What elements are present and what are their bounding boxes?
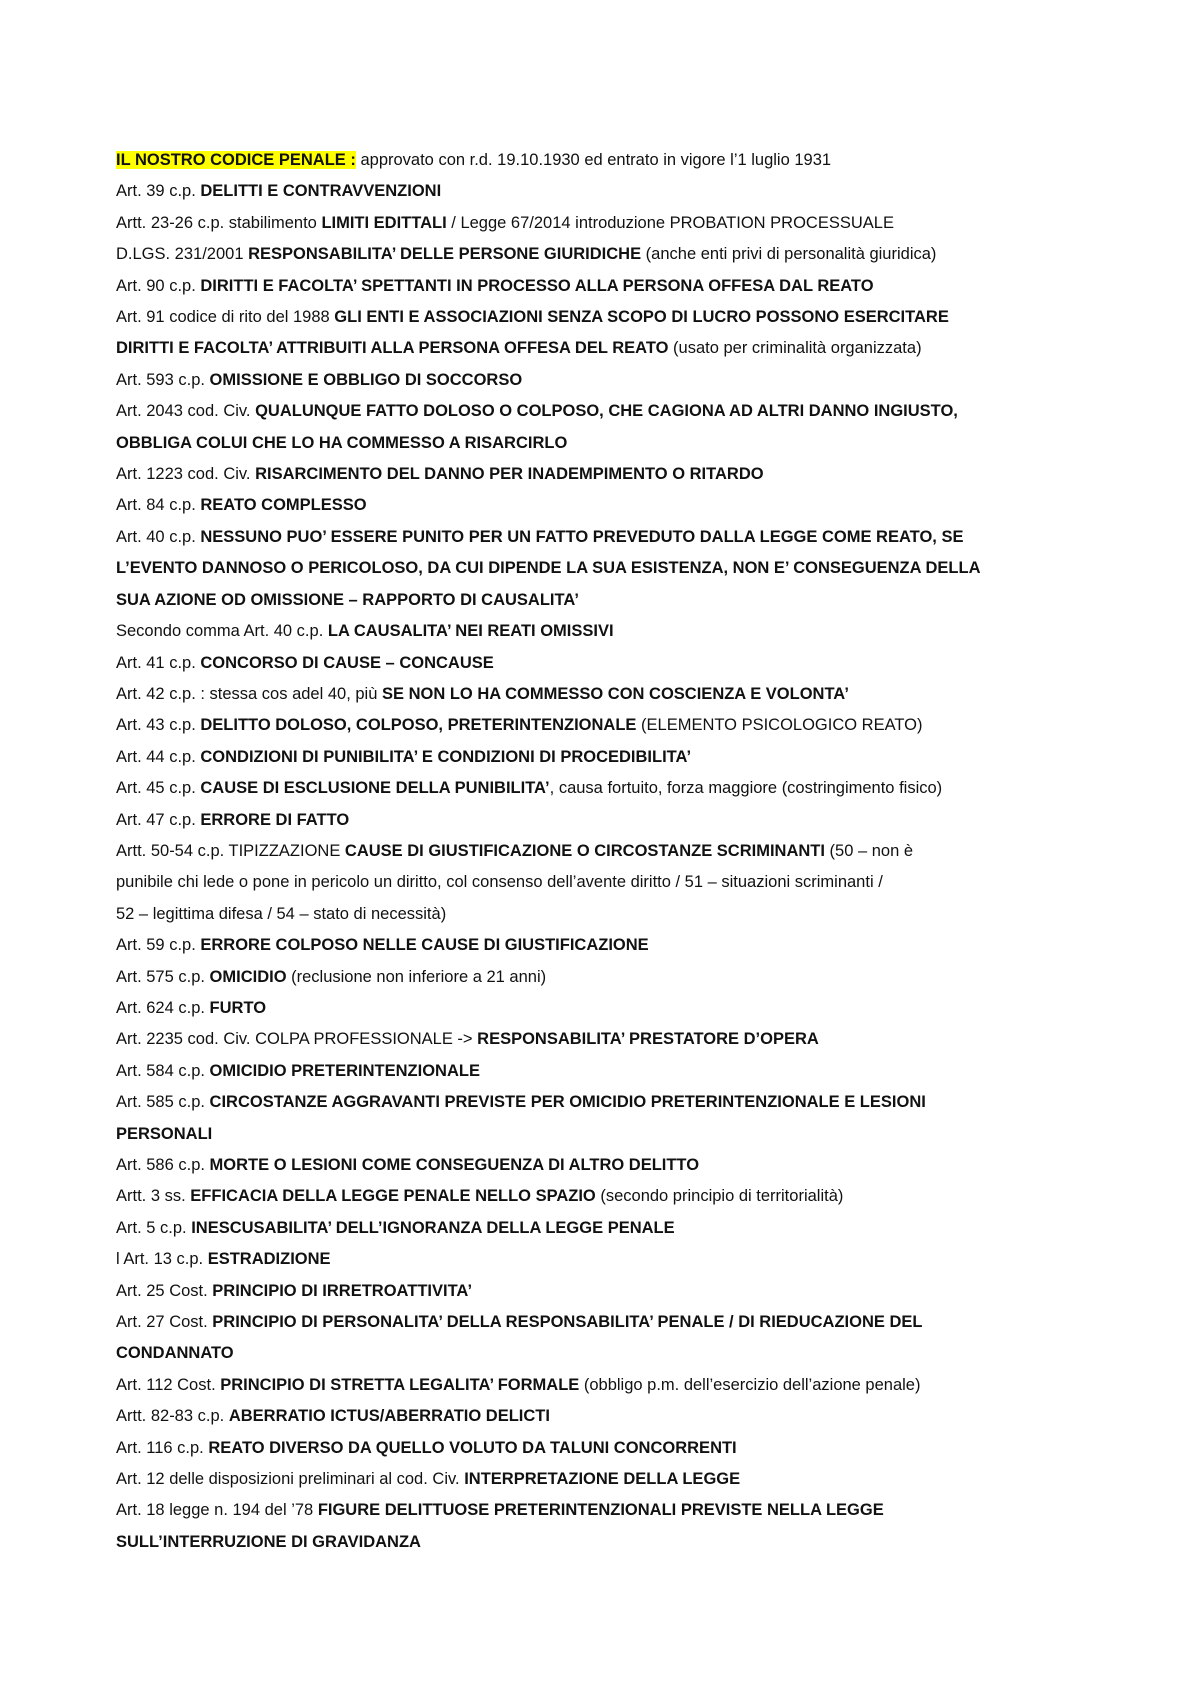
text-segment: Art. 84 c.p. [116,496,201,515]
document-line [116,1150,1116,1181]
text-segment: (reclusione non inferiore a 21 anni) [286,967,547,986]
bold-text: SUA AZIONE OD OMISSIONE – RAPPORTO DI CAUSALITA’ [116,590,579,609]
bold-text: SE NON LO HA COMMESSO CON COSCIENZA E VOLONTA’ [381,684,849,703]
text-segment: Art. 25 Cost. [116,1281,213,1300]
document-line [116,459,1116,490]
document-line [116,993,1116,1024]
document-line [116,1495,1116,1526]
bold-text: DELITTI E CONTRAVVENZIONI [200,182,442,201]
text-segment: Art. 575 c.p. [116,967,210,986]
bold-text: RESPONSABILITA’ PRESTATORE D’OPERA [477,1030,819,1049]
text-segment: Art. 39 c.p. [116,182,201,201]
document-line [116,1024,1116,1055]
text-segment: , causa fortuito, forza maggiore (costringimento fisico) [549,779,943,798]
document-line [116,1464,1116,1495]
text-segment: 52 – legittima difesa / 54 – stato di necessità) [116,904,447,923]
bold-text: OMICIDIO [209,967,287,986]
text-segment: Art. 112 Cost. [116,1375,221,1394]
bold-text: INTERPRETAZIONE DELLA LEGGE [464,1470,741,1489]
document-line [116,396,1116,427]
text-segment: (obbligo p.m. dell’esercizio dell’azione penale) [579,1375,921,1394]
highlighted-heading: IL NOSTRO CODICE PENALE : [116,151,356,169]
document-line [116,1244,1116,1275]
document-line [116,365,1116,396]
bold-text: LA CAUSALITA’ NEI REATI OMISSIVI [327,622,614,641]
document-body [116,145,1116,1558]
text-segment: Art. 18 legge n. 194 del ’78 [116,1501,318,1520]
text-segment: / Legge 67/2014 introduzione PROBATION PROCESSUALE [446,213,894,232]
document-line [116,1087,1116,1118]
bold-text: CAUSE DI ESCLUSIONE DELLA PUNIBILITA’ [200,779,550,798]
bold-text: L’EVENTO DANNOSO O PERICOLOSO, DA CUI DIPENDE LA SUA ESISTENZA, NON E’ CONSEGUENZA DELLA [116,559,981,578]
bold-text: REATO COMPLESSO [200,496,367,515]
bold-text: EFFICACIA DELLA LEGGE PENALE NELLO SPAZIO [190,1187,596,1206]
document-line [116,302,1116,333]
document-line [116,930,1116,961]
text-segment: (usato per criminalità organizzata) [668,339,922,358]
document-line [116,553,1116,584]
text-segment: Art. 90 c.p. [116,276,201,295]
document-line [116,176,1116,207]
text-segment: l Art. 13 c.p. [116,1250,208,1269]
bold-text: ABERRATIO ICTUS/ABERRATIO DELICTI [228,1407,550,1426]
bold-text: ERRORE COLPOSO NELLE CAUSE DI GIUSTIFICAZIONE [200,936,649,955]
text-segment: Art. 43 c.p. [116,716,201,735]
text-segment: (50 – non è [824,841,914,860]
document-line [116,1119,1116,1150]
bold-text: CIRCOSTANZE AGGRAVANTI PREVISTE PER OMICIDIO PRETERINTENZIONALE E LESIONI [209,1093,926,1112]
document-line [116,648,1116,679]
text-segment: Art. 27 Cost. [116,1313,213,1332]
document-line [116,742,1116,773]
document-line [116,1433,1116,1464]
bold-text: OMISSIONE E OBBLIGO DI SOCCORSO [209,370,523,389]
bold-text: DIRITTI E FACOLTA’ SPETTANTI IN PROCESSO ALLA PERSONA OFFESA DAL REATO [200,276,874,295]
text-segment: Art. 44 c.p. [116,747,201,766]
bold-text: RESPONSABILITA’ DELLE PERSONE GIURIDICHE [248,245,642,264]
document-line [116,208,1116,239]
text-segment: Art. 2043 cod. Civ. [116,402,256,421]
text-segment: Art. 2235 cod. Civ. COLPA PROFESSIONALE -> [116,1030,478,1049]
text-segment: Artt. 50-54 c.p. TIPIZZAZIONE [116,841,345,860]
bold-text: ERRORE DI FATTO [200,810,350,829]
document-line [116,271,1116,302]
document-line [116,773,1116,804]
bold-text: GLI ENTI E ASSOCIAZIONI SENZA SCOPO DI LUCRO POSSONO ESERCITARE [334,308,949,327]
text-segment: Art. 59 c.p. [116,936,201,955]
document-line [116,428,1116,459]
text-segment: Art. 1223 cod. Civ. [116,465,256,484]
bold-text: SULL’INTERRUZIONE DI GRAVIDANZA [116,1532,421,1551]
document-line [116,1527,1116,1558]
document-line [116,490,1116,521]
document-line [116,805,1116,836]
document-line [116,333,1116,364]
bold-text: DIRITTI E FACOLTA’ ATTRIBUITI ALLA PERSONA OFFESA DEL REATO [116,339,669,358]
document-line [116,239,1116,270]
document-line [116,145,1116,176]
bold-text: DELITTO DOLOSO, COLPOSO, PRETERINTENZIONALE [200,716,637,735]
document-line [116,1401,1116,1432]
text-segment: Art. 12 delle disposizioni preliminari al cod. Civ. [116,1470,465,1489]
bold-text: OMICIDIO PRETERINTENZIONALE [209,1061,480,1080]
text-segment: Art. 116 c.p. [116,1438,209,1457]
document-line [116,836,1116,867]
document-line [116,899,1116,930]
document-line [116,585,1116,616]
bold-text: CONDIZIONI DI PUNIBILITA’ E CONDIZIONI DI PROCEDIBILITA’ [200,747,692,766]
text-segment: Art. 584 c.p. [116,1061,210,1080]
text-segment: Art. 47 c.p. [116,810,201,829]
text-segment: Art. 45 c.p. [116,779,201,798]
text-segment: Artt. 23-26 c.p. stabilimento [116,213,322,232]
text-segment: approvato con r.d. 19.10.1930 ed entrato in vigore l’1 luglio 1931 [355,151,832,169]
bold-text: NESSUNO PUO’ ESSERE PUNITO PER UN FATTO PREVEDUTO DALLA LEGGE COME REATO, SE [200,527,964,546]
text-segment: (secondo principio di territorialità) [595,1187,844,1206]
document-line [116,1370,1116,1401]
bold-text: QUALUNQUE FATTO DOLOSO O COLPOSO, CHE CAGIONA AD ALTRI DANNO INGIUSTO, [255,402,958,421]
document-line [116,616,1116,647]
bold-text: CAUSE DI GIUSTIFICAZIONE O CIRCOSTANZE SCRIMINANTI [344,841,825,860]
document-line [116,1307,1116,1338]
text-segment: (ELEMENTO PSICOLOGICO REATO) [636,716,923,735]
document-line [116,1338,1116,1369]
document-line [116,1056,1116,1087]
text-segment: Art. 624 c.p. [116,998,210,1017]
bold-text: ESTRADIZIONE [207,1250,331,1269]
bold-text: FIGURE DELITTUOSE PRETERINTENZIONALI PREVISTE NELLA LEGGE [317,1501,884,1520]
bold-text: CONDANNATO [116,1344,234,1363]
text-segment: Secondo comma Art. 40 c.p. [116,622,328,641]
bold-text: PRINCIPIO DI IRRETROATTIVITA’ [212,1281,473,1300]
bold-text: PRINCIPIO DI PERSONALITA’ DELLA RESPONSABILITA’ PENALE / DI RIEDUCAZIONE DEL [212,1313,923,1332]
text-segment: D.LGS. 231/2001 [116,245,249,264]
document-line [116,1213,1116,1244]
bold-text: RISARCIMENTO DEL DANNO PER INADEMPIMENTO O RITARDO [255,465,764,484]
bold-text: PRINCIPIO DI STRETTA LEGALITA’ FORMALE [220,1375,580,1394]
bold-text: INESCUSABILITA’ DELL’IGNORANZA DELLA LEGGE PENALE [191,1218,675,1237]
bold-text: LIMITI EDITTALI [321,213,447,232]
document-line [116,710,1116,741]
bold-text: MORTE O LESIONI COME CONSEGUENZA DI ALTRO DELITTO [209,1156,700,1174]
document-line [116,679,1116,710]
bold-text: FURTO [209,998,267,1017]
text-segment: Art. 40 c.p. [116,527,201,546]
text-segment: Art. 586 c.p. [116,1156,210,1174]
text-segment: Artt. 3 ss. [116,1187,191,1206]
document-line [116,962,1116,993]
document-line [116,1181,1116,1212]
bold-text: CONCORSO DI CAUSE – CONCAUSE [200,653,494,672]
bold-text: PERSONALI [116,1124,213,1143]
document-line [116,522,1116,553]
text-segment: Art. 91 codice di rito del 1988 [116,308,335,327]
text-segment: Artt. 82-83 c.p. [116,1407,229,1426]
bold-text: REATO DIVERSO DA QUELLO VOLUTO DA TALUNI CONCORRENTI [208,1438,737,1457]
document-line [116,1276,1116,1307]
text-segment: punibile chi lede o pone in pericolo un diritto, col consenso dell’avente diritto / 51 – situazioni scriminanti / [116,873,883,892]
document-line [116,867,1116,898]
bold-text: OBBLIGA COLUI CHE LO HA COMMESSO A RISARCIRLO [116,433,568,452]
text-segment: Art. 585 c.p. [116,1093,210,1112]
text-segment: Art. 593 c.p. [116,370,210,389]
text-segment: Art. 42 c.p. : stessa cos adel 40, più [116,684,382,703]
text-segment: Art. 41 c.p. [116,653,201,672]
text-segment: Art. 5 c.p. [116,1218,192,1237]
text-segment: (anche enti privi di personalità giuridica) [641,245,937,264]
